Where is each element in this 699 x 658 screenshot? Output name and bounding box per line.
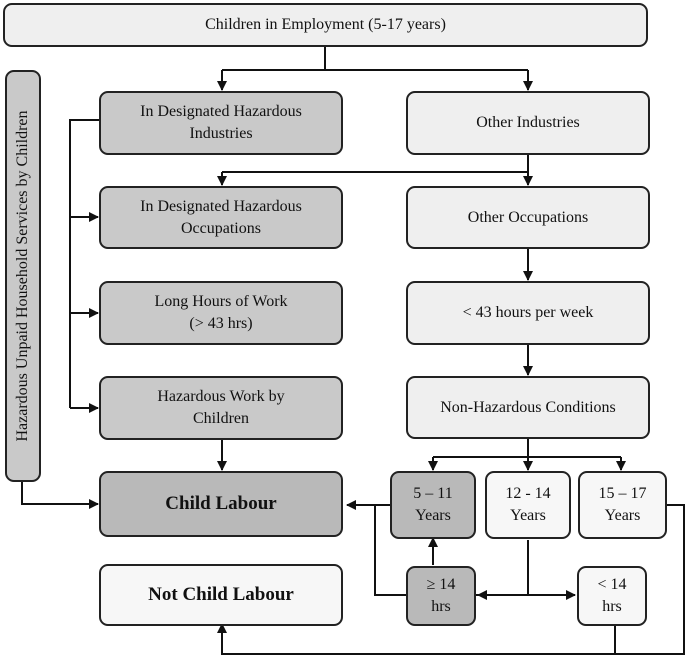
- side-label: Hazardous Unpaid Household Services by Children: [14, 110, 31, 442]
- other-industries-label: Other Industries: [476, 114, 580, 131]
- not-child-labour-box: [99, 564, 343, 626]
- age-12-14-box: [485, 471, 571, 539]
- top-label: Children in Employment (5-17 years): [205, 16, 446, 33]
- children-in-employment-box: [3, 3, 648, 47]
- age-15-17-line1: 15 – 17: [598, 485, 647, 502]
- hazardous-industries-line2: Industries: [189, 125, 253, 142]
- at-least-14-hrs-box: [406, 566, 476, 626]
- age-15-17-line2: Years: [604, 507, 641, 524]
- hazardous-occupations-box: [99, 186, 343, 249]
- long-hours-box: [99, 281, 343, 345]
- hazardous-household-services-box: [5, 70, 41, 482]
- other-industries-box: [406, 91, 650, 155]
- not-child-labour-label: Not Child Labour: [148, 584, 294, 605]
- at-least-14-hrs-line2: hrs: [431, 598, 451, 615]
- age-5-11-line1: 5 – 11: [413, 485, 453, 502]
- hazardous-work-line1: Hazardous Work by: [157, 388, 285, 405]
- child-labour-label: Child Labour: [165, 493, 277, 514]
- hazardous-industries-box: [99, 91, 343, 155]
- under-43-hours-label: < 43 hours per week: [462, 304, 594, 321]
- hazardous-occupations-line2: Occupations: [181, 219, 261, 237]
- other-occupations-label: Other Occupations: [467, 208, 589, 226]
- hazardous-occupations-line1: In Designated Hazardous: [140, 197, 302, 215]
- under-14-hrs-line2: hrs: [602, 598, 622, 615]
- under-14-hrs-box: [577, 566, 647, 626]
- under-43-hours-box: [406, 281, 650, 345]
- age-5-11-box: [390, 471, 476, 539]
- other-occupations-box: [406, 186, 650, 249]
- age-15-17-box: [578, 471, 667, 539]
- long-hours-line1: Long Hours of Work: [154, 293, 288, 310]
- hazardous-work-line2: Children: [193, 410, 249, 427]
- age-5-11-line2: Years: [415, 507, 451, 524]
- age-12-14-line2: Years: [510, 507, 546, 524]
- hazardous-industries-line1: In Designated Hazardous: [140, 103, 302, 120]
- age-12-14-line1: 12 - 14: [505, 485, 551, 502]
- child-labour-box: [99, 471, 343, 537]
- non-hazardous-conditions-box: [406, 376, 650, 439]
- hazardous-work-box: [99, 376, 343, 440]
- under-14-hrs-line1: < 14: [597, 576, 627, 593]
- non-hazardous-conditions-label: Non-Hazardous Conditions: [440, 398, 616, 416]
- long-hours-line2: (> 43 hrs): [189, 315, 253, 332]
- at-least-14-hrs-line1: ≥ 14: [426, 576, 456, 593]
